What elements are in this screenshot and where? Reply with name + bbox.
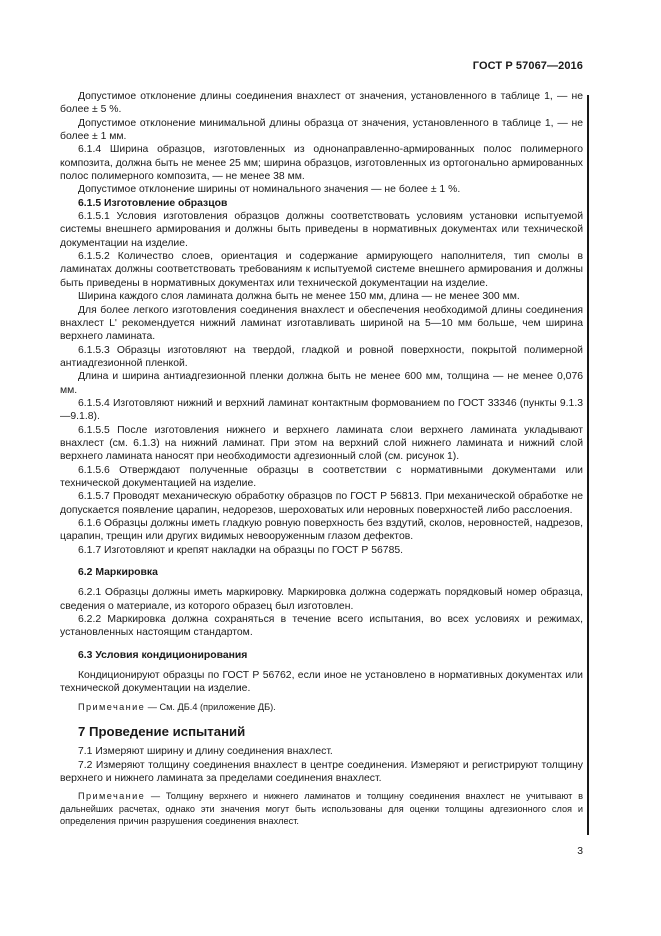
paragraph-6-1-4: 6.1.4 Ширина образцов, изготовленных из однонаправленно-армированных полос полимерного композита, должна быть не менее 25 мм; ширина образцов, изготовленных из ортогонально армированных полос полимерного композита, — не менее 38 мм. bbox=[60, 144, 583, 183]
section-heading-6-3: 6.3 Условия кондиционирования bbox=[78, 649, 248, 661]
paragraph: Кондиционируют образцы по ГОСТ Р 56762, если иное не установлено в нормативных документах или технической документации на изделие. bbox=[60, 670, 583, 695]
section-heading-6-2: 6.2 Маркировка bbox=[78, 567, 158, 579]
paragraph-6-2-2: 6.2.2 Маркировка должна сохраняться в течение всего испытания, во всех условиях и режимах, установленных настоящим стандартом. bbox=[60, 614, 583, 639]
paragraph-7-1: 7.1 Измеряют ширину и длину соединения внахлест. bbox=[78, 746, 333, 758]
paragraph-6-1-5-7: 6.1.5.7 Проводят механическую обработку образцов по ГОСТ Р 56813. При механической обработке не допускается появление царапин, недорезов, шероховатых или неровных поверхностей либо расслоения. bbox=[60, 491, 583, 516]
note-text: — Толщину верхнего и нижнего ламинатов и толщину соединения внахлест не учитывают в дальнейших расчетах, однако эти значения могут быть использованы для оценки толщины адгезионного слоя и определения причин разрушения соединения внахлест. bbox=[60, 791, 583, 826]
change-bar bbox=[587, 95, 589, 835]
paragraph: Допустимое отклонение длины соединения внахлест от значения, установленного в таблице 1, — не более ± 5 %. bbox=[60, 91, 583, 116]
paragraph-7-2: 7.2 Измеряют толщину соединения внахлест в центре соединения. Измеряют и регистрируют толщину верхнего и нижнего ламината за пределами соединения внахлест. bbox=[60, 759, 583, 785]
document-id: ГОСТ Р 57067—2016 bbox=[472, 60, 583, 72]
paragraph-6-2-1: 6.2.1 Образцы должны иметь маркировку. Маркировка должна содержать порядковый номер образца, сведения о материале, из которого образец был изготовлен. bbox=[60, 587, 583, 612]
paragraph: Допустимое отклонение ширины от номинального значения — не более ± 1 %. bbox=[78, 184, 461, 196]
paragraph-6-1-5-3: 6.1.5.3 Образцы изготовляют на твердой, гладкой и ровной поверхности, покрытой полимерной антиадгезионной пленкой. bbox=[60, 344, 583, 369]
paragraph-6-1-6: 6.1.6 Образцы должны иметь гладкую ровную поверхность без вздутий, сколов, неровностей, надрезов, царапин, трещин или других видимых невооруженным глазом дефектов. bbox=[60, 518, 583, 543]
page-number: 3 bbox=[577, 846, 583, 857]
paragraph: Для более легкого изготовления соединения внахлест и обеспечения необходимой длины соединения внахлест L' рекомендуется нижний ламинат изготавливать шириной на 5—10 мм больше, чем ширина верхнего ламината. bbox=[60, 304, 583, 343]
paragraph-6-1-5-2: 6.1.5.2 Количество слоев, ориентация и содержание армирующего наполнителя, тип смолы в ламинатах должны соответствовать требованиям к испытуемой системе внешнего армирования и должны быть приведены в нормативных документах или технической документации на изделие. bbox=[60, 251, 583, 289]
note-label: Примечание bbox=[78, 791, 146, 802]
paragraph: Допустимое отклонение минимальной длины образца от значения, установленного в таблице 1, — не более ± 1 мм. bbox=[60, 117, 583, 143]
paragraph-6-1-7: 6.1.7 Изготовляют и крепят накладки на образцы по ГОСТ Р 56785. bbox=[78, 544, 404, 556]
paragraph-6-1-5-5: 6.1.5.5 После изготовления нижнего и верхнего ламината слои верхнего ламината укладывают внахлест (см. 6.1.3) на нижний ламинат. При этом на верхний слой нижнего ламината и нижний слой верхнего ламината наносят при необходимости адгезионный слой (см. рисунок 1). bbox=[60, 424, 583, 463]
note bbox=[60, 790, 583, 827]
paragraph-6-1-5-6: 6.1.5.6 Отверждают полученные образцы в соответствии с нормативными документами или технической документацией на изделие. bbox=[60, 464, 583, 489]
paragraph-6-1-5-1: 6.1.5.1 Условия изготовления образцов должны соответствовать условиям установки испытуемой системы внешнего армирования и должны быть приведены в нормативных документах или технической документации на изделие. bbox=[60, 211, 583, 249]
paragraph: Ширина каждого слоя ламината должна быть не менее 150 мм, длина — не менее 300 мм. bbox=[78, 291, 520, 303]
paragraph: Длина и ширина антиадгезионной пленки должна быть не менее 600 мм, толщина — не менее 0,076 мм. bbox=[60, 371, 583, 396]
note-text: — См. ДБ.4 (приложение ДБ). bbox=[145, 701, 276, 712]
subsection-heading-6-1-5: 6.1.5 Изготовление образцов bbox=[78, 197, 228, 209]
section-heading-7: 7 Проведение испытаний bbox=[78, 723, 246, 739]
paragraph-6-1-5-4: 6.1.5.4 Изготовляют нижний и верхний ламинат контактным формованием по ГОСТ 33346 (пункты 9.1.3—9.1.8). bbox=[60, 397, 583, 423]
note-label: Примечание bbox=[78, 701, 146, 712]
document-body bbox=[60, 90, 583, 827]
note bbox=[60, 701, 583, 713]
